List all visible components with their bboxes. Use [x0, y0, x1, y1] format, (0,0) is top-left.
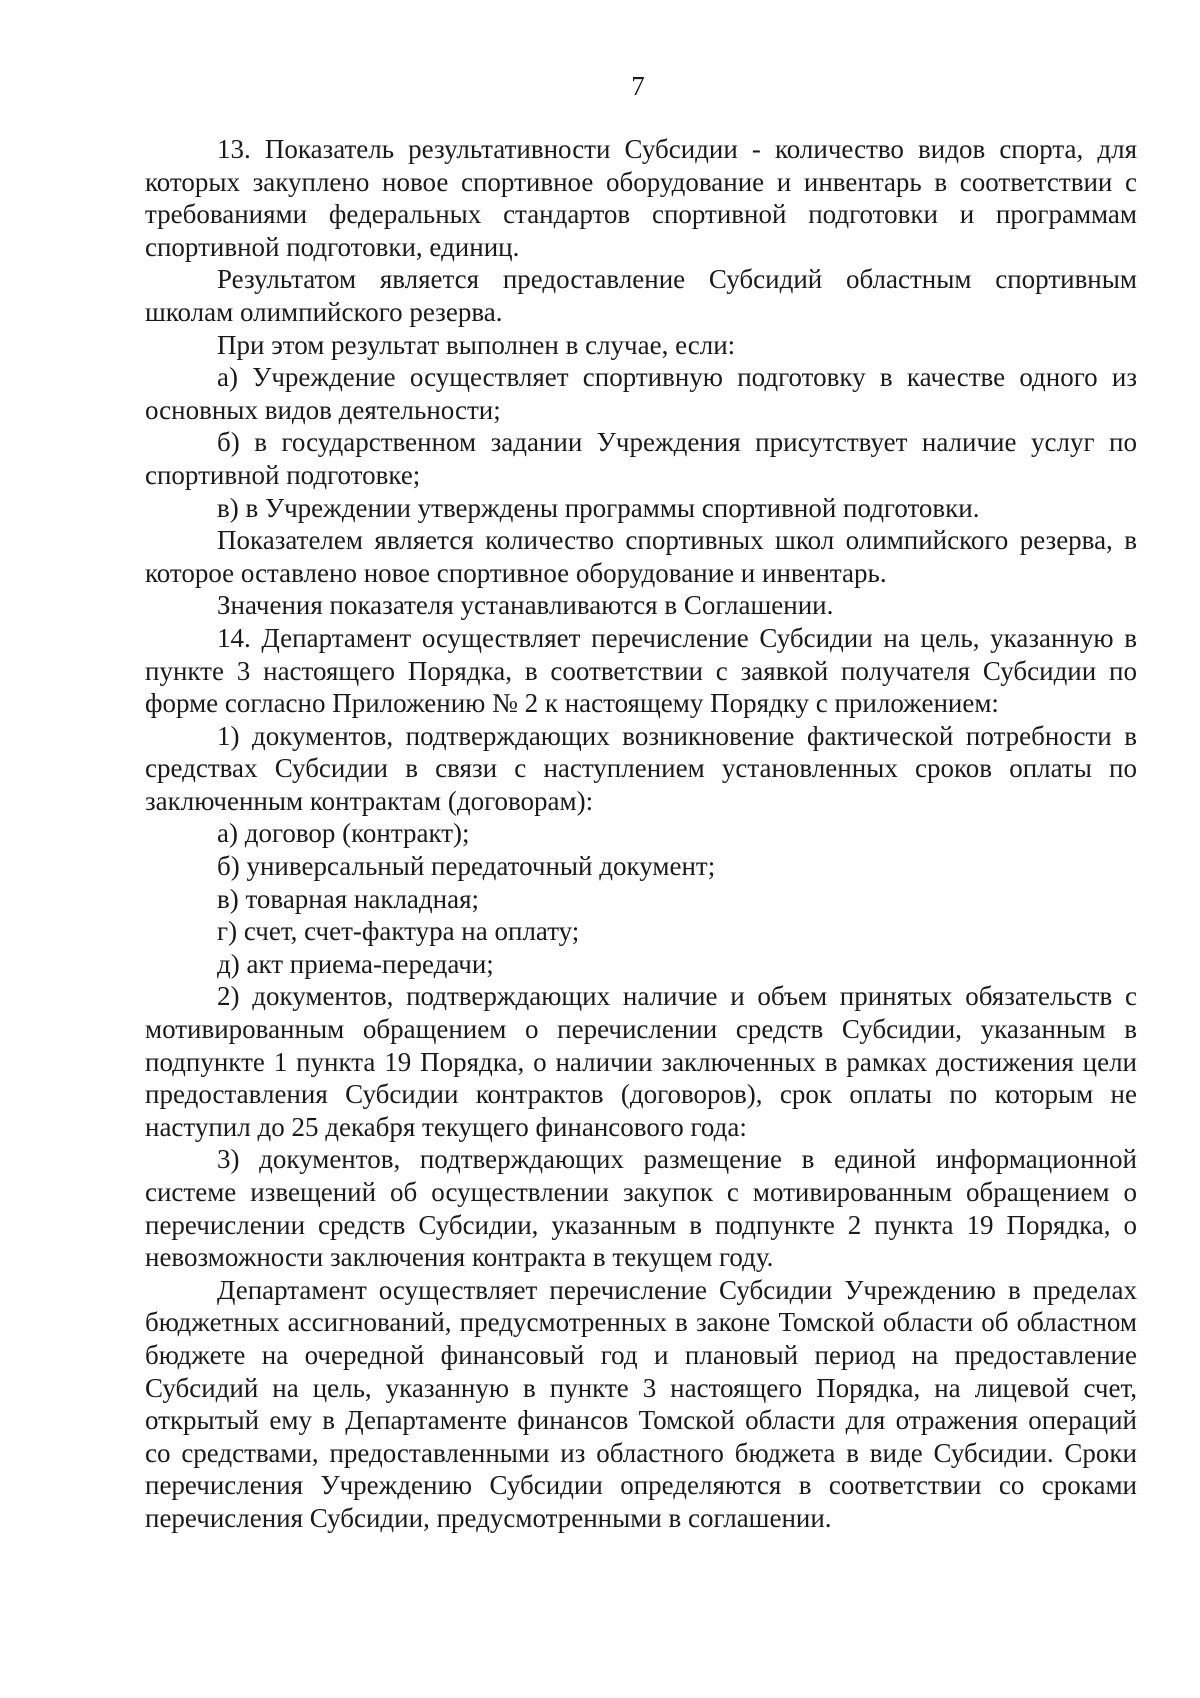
- paragraph-result: Результатом является предоставление Субсидий областным спортивным школам олимпийского резерва.: [145, 264, 1137, 327]
- list-item-waybill: в) товарная накладная;: [217, 883, 480, 914]
- paragraph-department-transfer: Департамент осуществляет перечисление Субсидии Учреждению в пределах бюджетных ассигнований, предусмотренных в законе Томской области об областном бюджете на очередной финансовый год и плановый период на предоставление Субсидий на цель, указанную в пункте 3 настоящего Порядка, на лицевой счет, открытый ему в Департаменте финансов Томской области для отражения операций со средствами, предоставленными из областного бюджета в виде Субсидии. Сроки перечисления Учреждению Субсидии определяются в соответствии со сроками перечисления Субсидии, предусмотренными в соглашении.: [145, 1274, 1137, 1533]
- paragraph-14-transfer: 14. Департамент осуществляет перечисление Субсидии на цель, указанную в пункте 3 настоящего Порядка, в соответствии с заявкой получателя Субсидии по форме согласно Приложению № 2 к настоящему Порядку с приложением:: [145, 622, 1137, 719]
- item-3-documents: 3) документов, подтверждающих размещение в единой информационной системе извещений об осуществлении закупок с мотивированным обращением о перечислении средств Субсидии, указанным в подпункте 2 пункта 19 Порядка, о невозможности заключения контракта в текущем году.: [145, 1144, 1137, 1273]
- condition-b: б) в государственном задании Учреждения присутствует наличие услуг по спортивной подготовке;: [145, 427, 1137, 490]
- list-item-contract: а) договор (контракт);: [217, 818, 470, 849]
- paragraph-indicator-definition: Показателем является количество спортивных школ олимпийского резерва, в которое оставлено новое спортивное оборудование и инвентарь.: [145, 525, 1137, 588]
- page-number: 7: [631, 71, 645, 101]
- paragraph-indicator-values: Значения показателя устанавливаются в Соглашении.: [217, 590, 834, 621]
- list-item-invoice: г) счет, счет-фактура на оплату;: [217, 916, 580, 947]
- paragraph-result-conditions: При этом результат выполнен в случае, если:: [217, 329, 736, 360]
- document-body: [145, 133, 1137, 1535]
- list-item-universal-document: б) универсальный передаточный документ;: [217, 851, 716, 882]
- condition-a: а) Учреждение осуществляет спортивную подготовку в качестве одного из основных видов деятельности;: [145, 362, 1137, 425]
- item-2-documents: 2) документов, подтверждающих наличие и объем принятых обязательств с мотивированным обращением о перечислении средств Субсидии, указанным в подпункте 1 пункта 19 Порядка, о наличии заключенных в рамках достижения цели предоставления Субсидии контрактов (договоров), срок оплаты по которым не наступил до 25 декабря текущего финансового года:: [145, 981, 1137, 1142]
- paragraph-13-indicator: 13. Показатель результативности Субсидии - количество видов спорта, для которых закуплено новое спортивное оборудование и инвентарь в соответствии с требованиями федеральных стандартов спортивной подготовки и программам спортивной подготовки, единиц.: [145, 134, 1137, 262]
- item-1-documents: 1) документов, подтверждающих возникновение фактической потребности в средствах Субсидии в связи с наступлением установленных сроков оплаты по заключенным контрактам (договорам):: [145, 720, 1137, 816]
- condition-c: в) в Учреждении утверждены программы спортивной подготовки.: [217, 492, 980, 523]
- list-item-acceptance-act: д) акт приема-передачи;: [217, 948, 494, 979]
